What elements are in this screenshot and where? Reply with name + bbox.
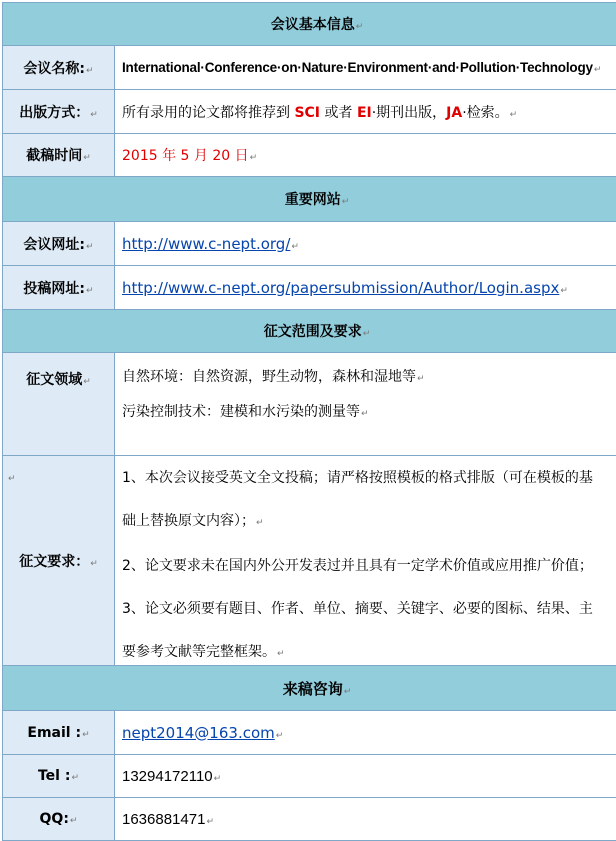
section-title-sites: 重要网站 — [285, 192, 341, 208]
row-publication: 出版方式：↵ 所有录用的论文都将推荐到 SCI 或者 EI·期刊出版，JA·检索。↵ — [3, 90, 616, 134]
row-website: 会议网址:↵ http://www.c-nept.org/↵ — [3, 222, 616, 266]
conference-name-label: 会议名称: — [23, 61, 85, 77]
deadline-value: 2015 年 5 月 20 日 — [122, 148, 249, 164]
requirement-1-line-a: 1、本次会议接受英文全文投稿；请严格按照模板的格式排版（可在模板的基 — [122, 468, 616, 488]
website-label: 会议网址: — [23, 237, 85, 253]
section-title-contact: 来稿咨询 — [283, 680, 343, 698]
publication-value: 所有录用的论文都将推荐到 SCI 或者 EI·期刊出版，JA·检索。↵ — [115, 90, 616, 134]
section-header-basic: 会议基本信息↵ — [3, 3, 616, 46]
row-submission: 投稿网址:↵ http://www.c-nept.org/papersubmission/Author/Login.aspx↵ — [3, 266, 616, 310]
conference-name-value: International·Conference·on·Nature·Environment·and·Pollution·Technology — [122, 60, 593, 75]
publication-label: 出版方式： — [19, 105, 89, 121]
tel-value: 13294172110 — [122, 768, 213, 785]
section-title-basic: 会议基本信息 — [271, 17, 355, 33]
row-email: Email :↵ nept2014@163.com↵ — [3, 711, 616, 755]
tel-label: Tel : — [38, 768, 70, 784]
qq-value: 1636881471 — [122, 811, 205, 828]
fields-label: 征文领域 — [26, 372, 82, 388]
section-header-sites: 重要网站↵ — [3, 177, 616, 222]
requirement-1-line-b: 础上替换原文内容）； — [122, 513, 255, 529]
row-requirements: ↵ 征文要求：↵ 1、本次会议接受英文全文投稿；请严格按照模板的格式排版（可在模板的基 础上替换原文内容）；↵ 2、论文要求未在国内外公开发表过并且具有一定学术价值或应用推广价值； 3、论文必须要有题目、作者、单位、摘要、关键字、必要的图标、结果、主 要参考文献等完整框架。↵ — [3, 456, 616, 666]
qq-label: QQ: — [40, 811, 69, 827]
requirement-3-line-b: 要参考文献等完整框架。 — [122, 644, 276, 660]
requirement-3-line-a: 3、论文必须要有题目、作者、单位、摘要、关键字、必要的图标、结果、主 — [122, 599, 616, 619]
conference-info-table — [2, 2, 616, 841]
fields-line-1: 自然环境：自然资源，野生动物，森林和湿地等 — [122, 369, 416, 385]
row-conference-name: 会议名称:↵ International·Conference·on·Nature·Environment·and·Pollution·Technology↵ — [3, 46, 616, 90]
row-qq: QQ:↵ 1636881471↵ — [3, 798, 616, 841]
requirement-2: 2、论文要求未在国内外公开发表过并且具有一定学术价值或应用推广价值； — [122, 556, 616, 576]
section-title-scope: 征文范围及要求 — [264, 324, 362, 340]
deadline-label: 截稿时间 — [26, 148, 82, 164]
website-link[interactable]: http://www.c-nept.org/ — [122, 235, 290, 253]
submission-link[interactable]: http://www.c-nept.org/papersubmission/Author/Login.aspx — [122, 279, 559, 297]
requirements-label: 征文要求： — [19, 554, 89, 570]
email-label: Email : — [27, 725, 81, 741]
fields-line-2: 污染控制技术：建模和水污染的测量等 — [122, 404, 360, 420]
row-fields: 征文领域↵ 自然环境：自然资源，野生动物，森林和湿地等↵ 污染控制技术：建模和水污染的测量等↵ — [3, 353, 616, 456]
submission-label: 投稿网址: — [23, 281, 85, 297]
section-header-contact: 来稿咨询↵ — [3, 666, 616, 711]
section-header-scope: 征文范围及要求↵ — [3, 310, 616, 353]
ei-index-label: EI — [357, 105, 372, 121]
ja-index-label: JA — [446, 105, 462, 121]
row-deadline: 截稿时间↵ 2015 年 5 月 20 日↵ — [3, 134, 616, 177]
row-tel: Tel :↵ 13294172110↵ — [3, 755, 616, 798]
sci-index-label: SCI — [294, 105, 320, 121]
email-link[interactable]: nept2014@163.com — [122, 724, 275, 742]
